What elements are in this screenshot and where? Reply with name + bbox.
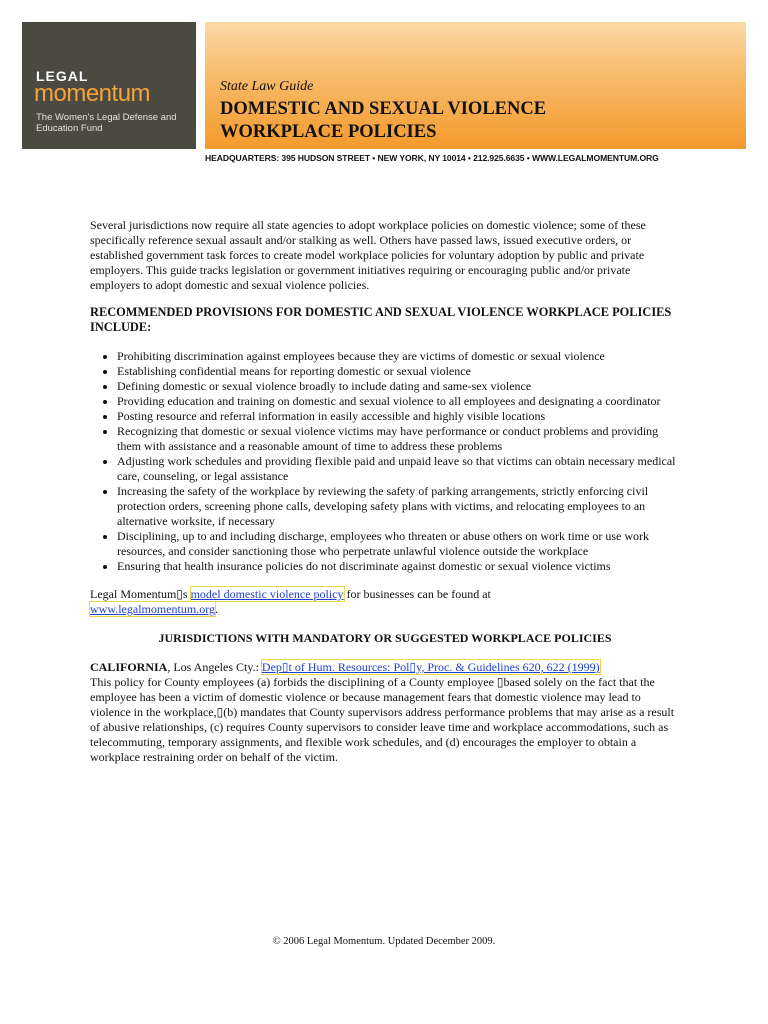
legal-momentum-logo — [22, 22, 196, 149]
title-line-2: WORKPLACE POLICIES — [220, 122, 437, 142]
legalmomentum-site-link[interactable]: www.legalmomentum.org — [90, 602, 215, 616]
provisions-list — [90, 349, 680, 574]
model-policy-middle: for businesses can be found at — [343, 587, 491, 601]
logo-legal-text: LEGAL — [36, 68, 89, 84]
title-line-1: DOMESTIC AND SEXUAL VIOLENCE — [220, 99, 547, 119]
list-item: • Increasing the safety of the workplace by reviewing the safety of parking arrangements, strictly enforcing civil protection orders, screening phone calls, developing safety plans with victims, and relocating employees to an alternative worksite, if necessary — [117, 484, 680, 529]
list-item: • Prohibiting discrimination against employees because they are victims of domestic or sexual violence — [117, 349, 680, 364]
model-policy-end: . — [214, 602, 218, 616]
list-item: • Defining domestic or sexual violence broadly to include dating and same-sex violence — [117, 379, 680, 394]
model-policy-paragraph — [90, 587, 680, 617]
guide-label: State Law Guide — [220, 79, 314, 94]
document-body — [90, 218, 680, 765]
title-banner — [205, 22, 746, 149]
california-description: This policy for County employees (a) forbids the disciplining of a County employee ▯based solely on the fact that the employee has been a victim of domestic violence or because management fears that domestic violence may lead to violence in the workplace,▯(b) mandates that County supervisors address performance problems that may arise as a result of abusive relationships, (c) requires County supervisors to consider leave time and workplace accommodations, such as telecommuting, temporary assignments, and flexible work schedules, and (d) encourages the employer to obtain a workplace restraining order on behalf of the victim. — [90, 675, 675, 764]
model-policy-prefix: Legal Momentum▯s — [90, 587, 191, 601]
footer-copyright: © 2006 Legal Momentum. Updated December 2009. — [272, 936, 496, 947]
list-item: • Adjusting work schedules and providing flexible paid and unpaid leave so that victims can obtain necessary medical care, counseling, or legal assistance — [117, 454, 680, 484]
list-item: • Disciplining, up to and including discharge, employees who threaten or abuse others on work time or use work resources, and consider sanctioning those who perpetrate unlawful violence outside the workplace — [117, 529, 680, 559]
list-item: • Ensuring that health insurance policies do not discriminate against domestic or sexual violence victims — [117, 559, 680, 574]
california-entry — [90, 660, 680, 765]
page-title — [220, 98, 546, 144]
headquarters-address: HEADQUARTERS: 395 HUDSON STREET • NEW YORK, NY 10014 • 212.925.6635 • WWW.LEGALMOMENTUM.ORG — [205, 153, 659, 163]
model-policy-link[interactable]: model domestic violence policy — [190, 587, 344, 601]
california-policy-link[interactable]: Dep▯t of Hum. Resources: Pol▯y, Proc. & Guidelines 620, 622 (1999) — [261, 660, 600, 674]
list-item: • Recognizing that domestic or sexual violence victims may have performance or conduct problems and providing them with assistance and a reasonable amount of time to address these problems — [117, 424, 680, 454]
list-item: • Posting resource and referral information in easily accessible and highly visible locations — [117, 409, 680, 424]
california-state-label: CALIFORNIA — [90, 660, 168, 674]
provisions-heading: RECOMMENDED PROVISIONS FOR DOMESTIC AND SEXUAL VIOLENCE WORKPLACE POLICIES INCLUDE: — [90, 305, 672, 334]
list-item: • Providing education and training on domestic and sexual violence to all employees and designating a coordinator — [117, 394, 680, 409]
logo-momentum-text: momentum — [34, 80, 151, 107]
california-county: , Los Angeles Cty.: — [167, 660, 262, 674]
logo-subtitle: The Women's Legal Defense and Education Fund — [36, 112, 177, 134]
intro-paragraph: Several jurisdictions now require all state agencies to adopt workplace policies on domestic violence; some of these specifically reference sexual assault and/or stalking as well. Others have passed laws, issued executive orders, or established government task forces to create model workplace policies for voluntary adoption by public and private employers. This guide tracks legislation or government initiatives requiring or encouraging public and/or private employers to adopt domestic and sexual violence policies. — [90, 218, 646, 292]
jurisdictions-heading: JURISDICTIONS WITH MANDATORY OR SUGGESTED WORKPLACE POLICIES — [158, 631, 612, 645]
list-item: • Establishing confidential means for reporting domestic or sexual violence — [117, 364, 680, 379]
